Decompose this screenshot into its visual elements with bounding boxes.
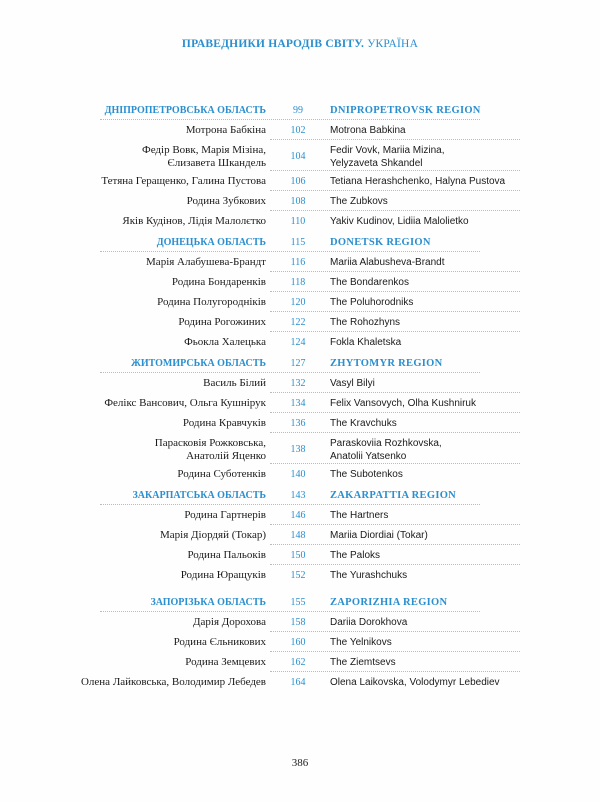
- entry-name-ua: Родина Пальоків: [187, 549, 266, 561]
- entry-name-ua: Фьокла Халецька: [184, 336, 266, 348]
- entry-page-number: 136: [290, 418, 306, 429]
- entry-name-en: Motrona Babkina: [330, 125, 406, 136]
- toc-entry[interactable]: [0, 433, 600, 464]
- toc-entry[interactable]: [0, 272, 600, 292]
- entry-name-en: The Subotenkos: [330, 469, 403, 480]
- entry-name-ua: Родина Юращуків: [180, 569, 266, 581]
- entry-name-en: Fokla Khaletska: [330, 337, 402, 348]
- toc-entry[interactable]: [0, 292, 600, 312]
- entry-name-ua: Фелікс Вансович, Ольга Кушнірук: [104, 397, 266, 409]
- entry-name-en: The Bondarenkos: [330, 277, 409, 288]
- entry-name-en: The Ziemtsevs: [330, 657, 396, 668]
- toc-entry[interactable]: [0, 332, 600, 352]
- entry-page-number: 138: [290, 444, 306, 455]
- toc-entry[interactable]: [0, 525, 600, 545]
- section-page-number: 99: [293, 105, 303, 116]
- toc-entry[interactable]: [0, 171, 600, 191]
- entry-name-ua: Родина Рогожиних: [178, 316, 266, 328]
- entry-page-number: 108: [290, 196, 306, 207]
- entry-page-number: 134: [290, 398, 306, 409]
- section-page-number: 127: [290, 358, 306, 369]
- entry-name-en: Dariia Dorokhova: [330, 617, 408, 628]
- toc-entry[interactable]: [0, 211, 600, 231]
- toc-entry[interactable]: [0, 413, 600, 433]
- entry-page-number: 132: [290, 378, 306, 389]
- entry-page-number: 148: [290, 530, 306, 541]
- entry-name-ua: Марія Алабушева-Брандт: [146, 256, 266, 268]
- entry-name-ua: Яків Кудінов, Лідія Малолєтко: [122, 215, 266, 227]
- toc-entry[interactable]: [0, 140, 600, 171]
- entry-name-en: The Yurashchuks: [330, 570, 408, 581]
- toc-entry[interactable]: [0, 652, 600, 672]
- section-heading[interactable]: [0, 485, 600, 505]
- entry-name-ua: Родина Зубкових: [186, 195, 266, 207]
- toc-entry[interactable]: [0, 191, 600, 211]
- toc-entry[interactable]: [0, 505, 600, 525]
- toc-section-zhytomyr: [0, 353, 600, 484]
- section-title-en: ZAPORIZHIA REGION: [330, 597, 448, 608]
- entry-name-ua: Родина Земцевих: [185, 656, 266, 668]
- entry-name-ua: Тетяна Геращенко, Галина Пустова: [101, 175, 266, 187]
- section-page-number: 155: [290, 597, 306, 608]
- section-title-ua: ЗАКАРПАТСЬКА ОБЛАСТЬ: [132, 490, 266, 501]
- section-heading[interactable]: [0, 353, 600, 373]
- toc-entry[interactable]: [0, 393, 600, 413]
- section-title-ua: ЖИТОМИРСЬКА ОБЛАСТЬ: [130, 358, 266, 369]
- entry-name-en: Tetiana Herashchenko, Halyna Pustova: [330, 176, 506, 187]
- section-heading[interactable]: [0, 100, 600, 120]
- entry-name-ua: Родина Суботенків: [177, 468, 266, 480]
- toc-entry[interactable]: [0, 545, 600, 565]
- entry-page-number: 104: [290, 151, 306, 162]
- entry-page-number: 120: [290, 297, 306, 308]
- entry-page-number: 160: [290, 637, 306, 648]
- entry-page-number: 124: [290, 337, 306, 348]
- entry-page-number: 152: [290, 570, 306, 581]
- entry-name-ua: Родина Бондаренків: [171, 276, 266, 288]
- header-subtitle: УКРАЇНА: [367, 38, 419, 50]
- entry-page-number: 102: [290, 125, 306, 136]
- entry-name-en: Mariia Alabusheva-Brandt: [330, 257, 445, 268]
- toc-entry[interactable]: [0, 120, 600, 140]
- entry-name-ua: Федір Вовк, Марія Мізіна, Єлизавета Шкандель: [142, 144, 266, 169]
- toc-section-zaporizhia: [0, 592, 600, 692]
- section-title-en: ZHYTOMYR REGION: [330, 358, 443, 369]
- entry-name-en: Yakiv Kudinov, Lidiia Malolietko: [330, 216, 469, 227]
- entry-page-number: 106: [290, 176, 306, 187]
- toc-entry[interactable]: [0, 312, 600, 332]
- entry-name-en: Felix Vansovych, Olha Kushniruk: [330, 398, 476, 409]
- entry-name-en: The Rohozhyns: [330, 317, 401, 328]
- entry-page-number: 158: [290, 617, 306, 628]
- section-page-number: 143: [290, 490, 306, 501]
- toc-entry[interactable]: [0, 632, 600, 652]
- entry-name-en: Fedir Vovk, Mariia Mizina, Yelyzaveta Shkandel: [330, 145, 445, 169]
- entry-name-ua: Родина Кравчуків: [182, 417, 266, 429]
- entry-name-ua: Родина Єльникових: [173, 636, 266, 648]
- toc-entry[interactable]: [0, 373, 600, 393]
- entry-name-en: Olena Laikovska, Volodymyr Lebediev: [330, 677, 500, 688]
- toc-section-zakarpattia: [0, 485, 600, 585]
- entry-page-number: 110: [290, 216, 306, 227]
- section-title-ua: ДОНЕЦЬКА ОБЛАСТЬ: [156, 237, 266, 248]
- entry-page-number: 116: [290, 257, 306, 268]
- header-title: ПРАВЕДНИКИ НАРОДІВ СВІТУ.: [181, 38, 365, 50]
- toc-entry[interactable]: [0, 464, 600, 484]
- entry-name-en: The Poluhorodniks: [330, 297, 414, 308]
- entry-name-ua: Родина Полугороднiків: [157, 296, 266, 308]
- entry-page-number: 162: [290, 657, 306, 668]
- section-heading[interactable]: [0, 232, 600, 252]
- entry-name-ua: Олена Лайковська, Володимир Лебедев: [80, 676, 266, 688]
- section-title-en: ZAKARPATTIA REGION: [330, 490, 457, 501]
- section-title-en: DNIPROPETROVSK REGION: [330, 105, 481, 116]
- entry-name-ua: Марія Діордяй (Токар): [159, 529, 266, 541]
- entry-name-en: The Paloks: [330, 550, 381, 561]
- toc-entry[interactable]: [0, 252, 600, 272]
- entry-name-en: The Yelnikovs: [330, 637, 392, 648]
- entry-name-en: The Kravchuks: [330, 418, 397, 429]
- section-title-ua: ДНІПРОПЕТРОВСЬКА ОБЛАСТЬ: [104, 105, 266, 116]
- section-heading[interactable]: [0, 592, 600, 612]
- entry-page-number: 122: [290, 317, 306, 328]
- entry-name-ua: Дарія Дорохова: [193, 616, 266, 628]
- toc-entry[interactable]: [0, 672, 600, 692]
- section-title-ua: ЗАПОРІЗЬКА ОБЛАСТЬ: [150, 597, 266, 608]
- toc-entry[interactable]: [0, 612, 600, 632]
- entry-name-en: The Zubkovs: [330, 196, 388, 207]
- entry-name-ua: Мотрона Бабкіна: [185, 124, 266, 136]
- section-page-number: 115: [290, 237, 306, 248]
- toc-section-donetsk: [0, 232, 600, 352]
- entry-name-ua: Василь Білий: [203, 377, 266, 389]
- toc-section-dnipropetrovsk: [0, 100, 600, 231]
- page-number: 386: [291, 757, 309, 769]
- entry-page-number: 146: [290, 510, 306, 521]
- section-title-en: DONETSK REGION: [330, 237, 431, 248]
- page-header: [0, 38, 600, 50]
- entry-name-en: Mariia Diordiai (Tokar): [330, 530, 428, 541]
- entry-name-ua: Парасковія Рожковська, Анатолій Яценко: [154, 437, 266, 462]
- entry-page-number: 150: [290, 550, 306, 561]
- entry-name-en: The Hartners: [330, 510, 389, 521]
- entry-name-ua: Родина Гартнерів: [184, 509, 266, 521]
- entry-page-number: 118: [290, 277, 306, 288]
- entry-name-en: Vasyl Bilyi: [330, 378, 375, 389]
- toc-entry[interactable]: [0, 565, 600, 585]
- entry-name-en: Paraskoviia Rozhkovska, Anatolii Yatsenko: [330, 438, 442, 462]
- entry-page-number: 164: [290, 677, 306, 688]
- entry-page-number: 140: [290, 469, 306, 480]
